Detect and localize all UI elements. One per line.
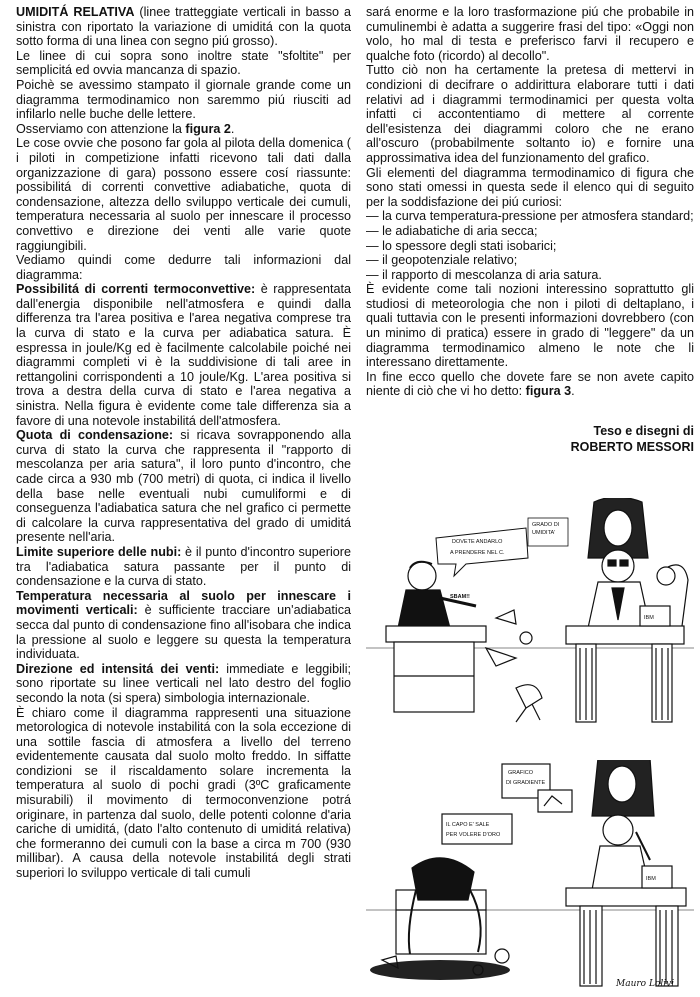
wall-sign-line-2: PER VOLERE D'ORO	[446, 832, 501, 838]
left-paragraph: Quota di condensazione: si ricava sovrapponendo alla curva di stato la curva che rappresenta il "rapporto di mescolanza per aria satura", il loro punto d'incontro, che cade circa a 930 mb (700 metri) di quota, ci indica il livello della base nelle eventuali nubi cumuliformi e di conseguenza l'adiabatica satura che nel grafico ci permette di calcolare la curva rappresentativa del grado di umiditá presente nell'aria.	[16, 428, 351, 545]
left-paragraph: Limite superiore delle nubi: è il punto d'incontro superiore tra l'adiabatica satura passante per il punto di condensazione e la curva di stato.	[16, 544, 351, 589]
right-paragraph: sará enorme e la loro trasformazione piú che probabile in cumulinembi è adatta a suggerire frasi del tipo: «Oggi non volo, ho mal di testa e preferisco farvi il recupero e qualche foto (ricordo) al decollo".	[366, 5, 694, 63]
sbam-text: SBAM!!	[450, 594, 470, 600]
list-item: — il geopotenziale relativo;	[366, 253, 518, 268]
left-paragraph: Direzione ed intensitá dei venti: immediate e leggibili; sono riportate su linee verticali nel lato destro del foglio secondo la nota (si spera) simbologia internazionale.	[16, 661, 351, 705]
credits-line1: Teso e disegni di	[593, 424, 694, 439]
paragraph-heading: UMIDITÁ RELATIVA	[16, 5, 135, 19]
wall-chart-label-2: UMIDITA'	[532, 530, 556, 536]
left-paragraph: Vediamo quindi come dedurre tali informazioni dal diagramma:	[16, 253, 351, 282]
wall-chart-label-1: GRADO DI	[532, 522, 560, 528]
paragraph-heading: Temperatura necessaria al suolo per innescare i movimenti verticali:	[16, 588, 351, 618]
cartoon-drawing-collapse	[366, 760, 694, 992]
credits	[366, 423, 694, 455]
figure-reference: figura 3	[525, 384, 572, 399]
framed-chart-label-1: GRAFICO	[508, 770, 534, 776]
right-paragraphs	[366, 5, 694, 209]
right-paragraph: Tutto ciò non ha certamente la pretesa di mettervi in condizioni di decifrare o addirittura elaborare tutti i dati relativi ad i diagrammi termodinamici per questa volta infatti ci accontentiamo di mettere al corrente dell'esistenza dei diagrammi coloro che ne erano all'oscuro (probabilmente soltanto io) e fornire una approssimativa idea del funzionamento del grafico.	[366, 63, 694, 165]
wall-sign-line-1: IL CAPO E' SALE	[446, 822, 490, 828]
cartoon-figure-bottom	[366, 760, 694, 992]
credits-author: ROBERTO MESSORI	[570, 440, 694, 455]
ibm-label-2: IBM	[646, 876, 656, 882]
left-paragraph: UMIDITÁ RELATIVA (linee tratteggiate verticali in basso a sinistra con riportato la variazione di umiditá con la quota sotto forma di una linea con segno piú grosso).	[16, 5, 351, 49]
cartoon-figure-top	[366, 498, 694, 728]
list-item: — le adiabatiche di aria secca;	[366, 223, 538, 238]
left-paragraph: È chiaro come il diagramma rappresenti una situazione metorologica di notevole instabilitá con la sola eccezione di una sottile fascia di atmosfera a livello del terreno evidentemente causata dal suolo molto freddo. In siffatte condizioni se il riscaldamento solare incrementa la temperatura al suolo di pochi gradi (3ºC graficamente misurabili) il movimento di termoconvenzione potrá originare, in partenza dal suolo, delle potenti colonne d'aria cariche di umiditá, (dato l'alto contenuto di umiditá relativa) che formeranno dei cumuli con la base a circa m 700 (930 millibar). A causa della notevole instabilitá degli strati superiori lo sviluppo verticale di tali cumuli	[16, 705, 351, 881]
cartoon-drawing-office	[366, 498, 694, 728]
figure-reference: figura 2	[185, 121, 231, 136]
speech-line-2: A PRENDERE NEL C.	[450, 550, 505, 556]
list-item: — lo spessore degli stati isobarici;	[366, 238, 557, 253]
artist-signature: Mauro Lolivi	[616, 979, 675, 989]
left-paragraph: Le linee di cui sopra sono inoltre state "sfoltite" per semplicitá ed ovvia mancanza di spazio.	[16, 48, 351, 78]
left-column	[16, 5, 351, 881]
ibm-label: IBM	[644, 615, 654, 621]
paragraph-heading: Direzione ed intensitá dei venti:	[16, 661, 220, 676]
list-item: — la curva temperatura-pressione per atmosfera standard;	[366, 209, 694, 224]
paragraph-heading: Limite superiore delle nubi:	[16, 544, 182, 559]
speech-line-1: DOVETE ANDARLO	[452, 539, 503, 545]
right-column	[366, 5, 694, 455]
left-paragraph: Temperatura necessaria al suolo per innescare i movimenti verticali: è sufficiente tracciare un'adiabatica secca dal punto di condensazione fino all'isobara che indica la pressione al suolo e leggere su questa la temperatura individuata.	[16, 588, 351, 662]
right-conclusion-paragraph: È evidente come tali nozioni interessino soprattutto gli studiosi di meteorologia che non i piloti di deltaplano, i quali tuttavia con le presenti informazioni dovrebbero (con un minimo di pratica) essere in grado di "leggere" da un diagramma termodinamico almeno le note che li interessano direttamente.	[366, 282, 694, 370]
left-paragraph: Possibilitá di correnti termoconvettive: è rappresentata dall'energia disponibile nell'atmosfera e quindi dalla differenza tra l'area positiva e l'area negativa comprese tra la curva di stato e la curva per adiabatica satura. È espressa in joule/Kg ed è facilmente calcolabile poiché nei diagrammi completi vi è la suddivisione di tali aree in rettangolini corrispondenti a 10 joule/Kg. L'area positiva si trova a destra della curva di stato e l'area negativa a sinistra. Nella figura è evidente come tale differenza sia a favore di una notevole instabilitá dell'atmosfera.	[16, 282, 351, 428]
right-conclusion-paragraph: In fine ecco quello che dovete fare se non avete capito niente di ciò che vi ho detto: figura 3.	[366, 369, 694, 399]
right-paragraph: Gli elementi del diagramma termodinamico di figura che sono stati omessi in questa sede il elenco qui di seguito per la soddisfazione dei piú curiosi:	[366, 165, 694, 209]
left-paragraph: Osserviamo con attenzione la figura 2.	[16, 121, 235, 136]
list-item: — il rapporto di mescolanza di aria satura.	[366, 267, 602, 282]
right-paragraphs-conclusion	[366, 282, 694, 399]
omitted-elements-list	[366, 209, 694, 282]
left-paragraph: Le cose ovvie che posono far gola al pilota della domenica ( i piloti in competizione infatti ricevono tali dati dalla organizzazione di gara) possono essere cosí riassunte: possibilitá di correnti convettive adiabatiche, quota di condensazione, altezza dello sviluppo verticale dei cumuli, temperatura necessaria al suolo per innescare il processo convettivo e direzione dei venti alle varie quote raggiungibili.	[16, 136, 351, 253]
left-paragraph: Poichè se avessimo stampato il giornale grande come un diagramma termodinamico non saremmo piú riusciti ad infilarlo nelle buche delle lettere.	[16, 77, 351, 122]
framed-chart-label-2: DI GRADIENTE	[506, 780, 546, 786]
paragraph-heading: Possibilitá di correnti termoconvettive:	[16, 282, 256, 297]
paragraph-heading: Quota di condensazione:	[16, 428, 174, 443]
